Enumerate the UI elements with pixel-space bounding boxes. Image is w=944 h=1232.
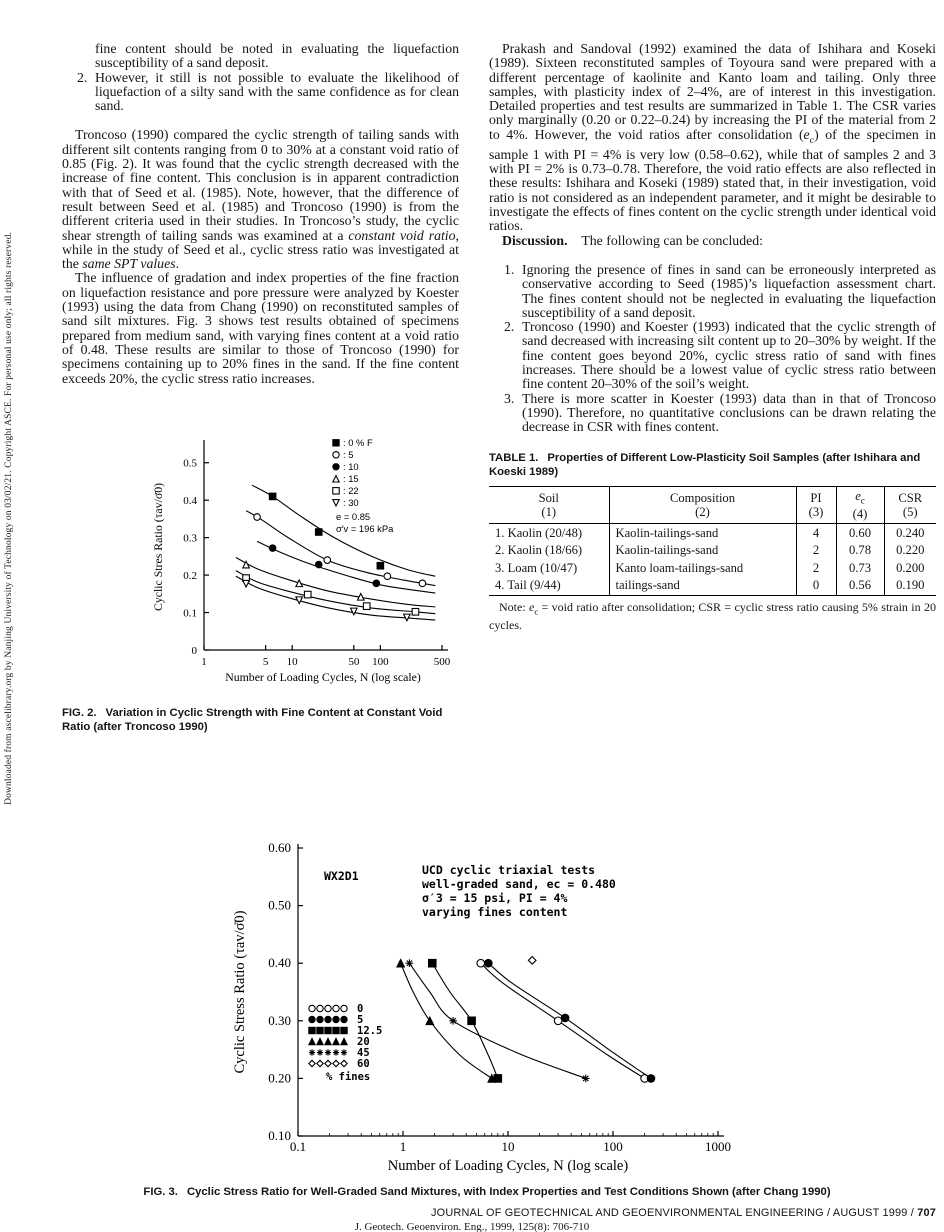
marker-star (406, 959, 414, 967)
text-part: constant void ratio (348, 227, 456, 243)
x-tick-label: 1 (399, 1139, 407, 1154)
legend-label: 45 (357, 1047, 370, 1059)
legend-extra: σ′v = 196 kPa (336, 522, 394, 534)
marker-square-open (412, 608, 419, 615)
marker-square-open (333, 487, 339, 493)
x-tick-label: 500 (433, 655, 451, 668)
y-tick-label: 0.4 (183, 495, 197, 508)
y-tick-label: 0.3 (183, 532, 197, 545)
list-item (489, 392, 936, 435)
fig3-caption-label: FIG. 3. (143, 1186, 178, 1198)
table-1 (489, 486, 936, 596)
list-item-text: There is more scatter in Koester (1993) data than in that of Troncoso (1990). Therefore, no quantitative conclusions can be drawn relating the decrease in CSR with fines content. (522, 390, 936, 435)
fig2-caption-text: Variation in Cyclic Strength with Fine Content at Constant Void Ratio (after Troncoso 1990) (62, 707, 443, 733)
text-part: Troncoso (1990) compared the cyclic strength of tailing sands with different silt contents ranging from 0 to 30% at a constant void ratio of 0.85 (Fig. 2). It was found that the cyclic strength decreased with the increase of fine content. This conclusion is in apparent contradiction with that of Seed et al. (1985). Note, however, that the difference of result between Seed et al. (1985) and Troncoso (1990) is from the different criteria used in their studies. In Troncoso’s study, the cyclic shear strength of tailing sands was examined at a (62, 127, 459, 243)
y-tick-label: 0.2 (183, 569, 197, 582)
marker-circle-open (317, 1005, 323, 1011)
legend-label: 20 (357, 1036, 370, 1048)
marker-square-filled (341, 1027, 347, 1033)
marker-diamond-open (317, 1060, 323, 1066)
marker-circle-filled (333, 463, 339, 469)
text-part: c (860, 495, 865, 506)
right-column (489, 42, 936, 633)
x-tick-label: 0.1 (289, 1139, 307, 1154)
y-tick-label: 0 (191, 644, 197, 657)
marker-circle-filled (309, 1016, 315, 1022)
x-tick-label: 10 (501, 1139, 515, 1154)
fig2-chart (146, 430, 458, 694)
text-part: The following can be concluded: (567, 232, 763, 248)
marker-triangle-filled (397, 959, 405, 967)
y-axis-label: Cyclic Stres Ratio (τav/σ̄0) (151, 482, 165, 611)
text-part: Prakash and Sandoval (1992) examined the data of Ishihara and Koseki (1989). Sixteen reconstituted samples of Toyoura sand were prepared with a different percentage of kaolinite and Kanto loam and tailing. Only three samples, with plasticity index of 2–4%, are of interest in this investigation. Detailed properties and test results are summarized in Table 1. The CSR varies only marginally (0.20 or 0.22–0.24) by increasing the PI of the material from 2 to 4%. However, the void ratios after consolidation ( (489, 41, 936, 142)
table-cell: Kaolin-tailings-sand (609, 542, 796, 560)
y-tick-label: 0.30 (268, 1012, 291, 1028)
table-cell: 0.60 (836, 524, 884, 542)
legend-label: : 0 % F (343, 436, 373, 448)
x-axis-label: Number of Loading Cycles, N (log scale) (225, 669, 421, 684)
text-part: ) of the specimen in sample 1 with PI = 4% is very low (0.58–0.62), while that of samples 2 and 3 with PI = 2% is 0.73–0.78. Therefore, the void ratio effects are also reflected in these results: Ishihara and Koseki (1989) stated that, in their investigation, void ratio is not considered as an independent parameter, and it might be desirable to investigate the effects of fines content on the cyclic strength under identical void ratios. (489, 126, 936, 234)
marker-triangle-open (333, 475, 339, 481)
paragraph-discussion (489, 234, 936, 248)
table-row (489, 577, 936, 595)
fig2-caption-label: FIG. 2. (62, 707, 97, 720)
legend-label: 0 (357, 1003, 364, 1015)
legend-label: : 10 (343, 460, 359, 472)
marker-diamond-open (528, 957, 536, 965)
table-cell: 1. Kaolin (20/48) (495, 525, 583, 540)
marker-diamond-open (325, 1060, 331, 1066)
marker-star (317, 1049, 323, 1055)
y-axis-label: Cyclic Stress Ratio (τav/σ̄0) (232, 910, 248, 1074)
marker-square-filled (325, 1027, 331, 1033)
list-item-number: 2. (504, 319, 515, 335)
footer-journal-text: JOURNAL OF GEOTECHNICAL AND GEOENVIRONMENTAL ENGINEERING / AUGUST 1999 / (431, 1207, 918, 1219)
marker-star (333, 1049, 339, 1055)
y-tick-label: 0.10 (268, 1128, 291, 1143)
marker-square-filled (333, 1027, 339, 1033)
legend-label: : 5 (343, 448, 354, 460)
y-tick-label: 0.40 (268, 955, 291, 971)
table-cell: 2 (796, 542, 836, 560)
legend-label: 12.5 (357, 1025, 383, 1037)
footer-journal-line (431, 1207, 936, 1219)
conclusions-list (489, 263, 936, 435)
header-line2: (4) (852, 507, 868, 522)
header-line2: (1) (541, 504, 557, 519)
series-curve (488, 963, 651, 1078)
marker-circle-open (419, 580, 426, 587)
table-cell: 4 (796, 524, 836, 542)
legend-extra: e = 0.85 (336, 510, 371, 522)
paragraph-prakash (489, 42, 936, 234)
table-cell: 0.240 (884, 524, 936, 542)
text-part: c (534, 605, 539, 616)
header-line1: Soil (538, 490, 559, 505)
table-cell: 0.78 (836, 542, 884, 560)
legend-label: 5 (357, 1014, 364, 1026)
header-line1: PI (810, 490, 822, 505)
marker-circle-filled (325, 1016, 331, 1022)
marker-square-filled (315, 529, 322, 536)
header-line2: (2) (695, 504, 710, 519)
series-curve (236, 576, 435, 620)
marker-circle-filled (341, 1016, 347, 1022)
footer-citation: J. Geotech. Geoenviron. Eng., 1999, 125(8): 706-710 (354, 1221, 590, 1232)
marker-star (309, 1049, 315, 1055)
x-tick-label: 1000 (705, 1139, 731, 1154)
table-cell: Kaolin-tailings-sand (609, 524, 796, 542)
marker-square-open (363, 603, 370, 610)
text-part: . (175, 256, 180, 272)
table-row (489, 542, 936, 560)
table1-note (489, 601, 936, 633)
marker-circle-filled (561, 1014, 569, 1022)
table-header-cell (836, 486, 884, 524)
marker-star (582, 1075, 590, 1083)
list-item (489, 320, 936, 391)
marker-circle-open (309, 1005, 315, 1011)
x-tick-label: 50 (348, 655, 360, 668)
text-part: e (855, 488, 861, 503)
marker-triangle-filled (317, 1038, 323, 1044)
list-item-number: 2. (77, 69, 88, 85)
table1-caption (489, 452, 936, 479)
x-tick-label: 100 (372, 655, 389, 668)
legend-label: : 22 (343, 484, 359, 496)
list-item (489, 263, 936, 320)
annotation-text: WX2D1 (324, 869, 359, 883)
y-tick-label: 0.20 (268, 1070, 291, 1086)
sidebar-download-note: Downloaded from ascelibrary.org by Nanjing University of Technology on 03/02/21. Copyright ASCE. For personal use only; all rights reserved. (4, 232, 14, 805)
table-header-cell (884, 486, 936, 524)
series-curve (401, 963, 492, 1078)
header-line1: Composition (669, 490, 736, 505)
text-part: e (529, 599, 535, 614)
list-item-text: Troncoso (1990) and Koester (1993) indicated that the cyclic strength of sand decreased with increasing silt content up to 20–30% by weight. If the fine content goes beyond 20%, cyclic stress ratio of sand with fines increases. There should be a lowest value of cyclic stress ratio between fine content 20–30% of the soil’s weight. (522, 319, 936, 392)
fig3-caption-text: Cyclic Stress Ratio for Well-Graded Sand Mixtures, with Index Properties and Test Conditions Shown (after Chang 1990) (186, 1186, 831, 1198)
marker-triangle-filled (325, 1038, 331, 1044)
table-header-cell (609, 486, 796, 524)
text-part: Discussion. (502, 232, 568, 248)
table-cell: Kanto loam-tailings-sand (609, 559, 796, 577)
footer-page-number: 707 (917, 1207, 936, 1219)
table-cell: 3. Loam (10/47) (495, 560, 578, 575)
table-cell: tailings-sand (609, 577, 796, 595)
marker-triangle-down-open (333, 499, 339, 505)
list-item-text: However, it still is not possible to evaluate the likelihood of liquefaction of a silty sand with the same confidence as for clean sand. (95, 69, 459, 114)
header-line1 (855, 488, 865, 506)
text-part: e (803, 126, 810, 142)
marker-circle-open (254, 514, 261, 521)
marker-circle-filled (333, 1016, 339, 1022)
table-cell: 0 (796, 577, 836, 595)
list-item-text: fine content should be noted in evaluating the liquefaction susceptibility of a sand deposit. (95, 41, 459, 71)
text-part: = void ratio after consolidation; CSR = cyclic stress ratio causing 5% strain in 20 cycles. (489, 599, 936, 632)
header-line2: (5) (902, 504, 918, 519)
table-cell: 2 (796, 559, 836, 577)
fig3-chart (226, 836, 734, 1178)
marker-triangle-filled (309, 1038, 315, 1044)
marker-triangle-down-open (351, 608, 358, 615)
marker-circle-filled (647, 1075, 655, 1083)
marker-star (325, 1049, 331, 1055)
fig2-caption (62, 707, 459, 734)
marker-circle-open (333, 451, 339, 457)
table-cell: 0.56 (836, 577, 884, 595)
header-line2: (3) (808, 504, 824, 519)
marker-circle-filled (315, 561, 322, 568)
x-tick-label: 10 (286, 655, 298, 668)
marker-star (341, 1049, 347, 1055)
marker-diamond-open (333, 1060, 339, 1066)
table-cell: 0.200 (884, 559, 936, 577)
y-tick-label: 0.1 (183, 607, 197, 620)
marker-circle-open (384, 573, 391, 580)
marker-square-filled (468, 1017, 476, 1025)
marker-circle-open (333, 1005, 339, 1011)
legend-label: : 30 (343, 496, 359, 508)
marker-circle-open (554, 1017, 562, 1025)
paragraph-koester: The influence of gradation and index properties of the fine fraction on liquefaction resistance and pore pressure were analyzed by Koester (1993) using the data from Chang (1990) on reconstituted samples of sand silt mixtures. Fig. 3 shows test results obtained of specimens prepared from medium sand, with varying fines content at a void ratio of 0.48. These results are similar to those of Troncoso (1990) for specimens containing up to 20% fines in the sand. If the fine content exceeds 20%, the cyclic stress ratio increases. (62, 270, 459, 386)
marker-square-filled (377, 562, 384, 569)
table-row (489, 559, 936, 577)
marker-circle-open (477, 959, 485, 967)
header-line1: CSR (898, 490, 923, 505)
marker-circle-filled (485, 959, 493, 967)
marker-square-filled (269, 493, 276, 500)
table-cell: 0.73 (836, 559, 884, 577)
legend-extra: % fines (326, 1071, 371, 1083)
table-1-header (489, 486, 936, 524)
list-item-number: 1. (504, 261, 515, 277)
series-curve (236, 557, 435, 606)
marker-square-filled (317, 1027, 323, 1033)
marker-star (449, 1017, 457, 1025)
marker-square-open (304, 591, 311, 598)
text-part: Note: (499, 599, 530, 614)
marker-square-filled (428, 959, 436, 967)
text-part: c (809, 134, 815, 146)
annotation-text: σ′3 = 15 psi, PI = 4% (422, 891, 568, 905)
y-tick-label: 0.60 (268, 840, 291, 855)
table-header-cell (796, 486, 836, 524)
marker-diamond-open (309, 1060, 315, 1066)
legend-label: : 15 (343, 472, 359, 484)
table-cell: 2. Kaolin (18/66) (495, 543, 583, 558)
table-header-cell (489, 486, 609, 524)
annotation-text: varying fines content (422, 905, 568, 919)
x-tick-label: 5 (262, 655, 269, 668)
legend-label: 60 (357, 1058, 370, 1070)
marker-diamond-open (341, 1060, 347, 1066)
x-tick-label: 100 (603, 1139, 623, 1154)
figure-3 (226, 836, 734, 1183)
table1-caption-text: Properties of Different Low-Plasticity Soil Samples (after Ishihara and Koeski 1989) (489, 452, 921, 479)
series-curve (432, 963, 498, 1078)
marker-triangle-filled (426, 1017, 434, 1025)
left-column (62, 42, 459, 734)
marker-square-filled (309, 1027, 315, 1033)
y-tick-label: 0.50 (268, 897, 291, 913)
table-1-body (489, 524, 936, 595)
table-header-row (489, 486, 936, 524)
table-cell: 4. Tail (9/44) (495, 578, 561, 593)
list-item-text: Ignoring the presence of fines in sand can be erroneously interpreted as conservative according to Seed (1985)’s liquefaction assessment chart. The fines content should not be neglected in evaluating the liquefaction susceptibility of a sand deposit. (522, 261, 936, 320)
marker-circle-filled (373, 580, 380, 587)
paragraph-troncoso (62, 128, 459, 271)
x-axis-label: Number of Loading Cycles, N (log scale) (387, 1158, 629, 1174)
table-row (489, 524, 936, 542)
annotation-text: well-graded sand, ec = 0.480 (422, 877, 616, 891)
marker-square-filled (333, 439, 339, 445)
marker-triangle-filled (341, 1038, 347, 1044)
text-part: same SPT values (82, 256, 176, 272)
table-cell: 0.190 (884, 577, 936, 595)
figure-2 (146, 430, 459, 697)
y-tick-label: 0.5 (183, 457, 197, 470)
annotation-text: UCD cyclic triaxial tests (422, 863, 596, 877)
fig3-caption (40, 1186, 934, 1200)
list-item (62, 71, 459, 114)
marker-circle-open (341, 1005, 347, 1011)
table-cell: 0.220 (884, 542, 936, 560)
marker-circle-filled (269, 545, 276, 552)
marker-circle-open (325, 1005, 331, 1011)
table1-caption-label: TABLE 1. (489, 452, 539, 465)
list-item-number: 3. (504, 390, 515, 406)
marker-circle-open (324, 557, 331, 564)
list-item (62, 42, 459, 71)
marker-triangle-filled (333, 1038, 339, 1044)
marker-circle-filled (317, 1016, 323, 1022)
x-tick-label: 1 (201, 655, 207, 668)
text-part: , while in the study of Seed et al., cyclic stress ratio was investigated at the (62, 227, 459, 272)
